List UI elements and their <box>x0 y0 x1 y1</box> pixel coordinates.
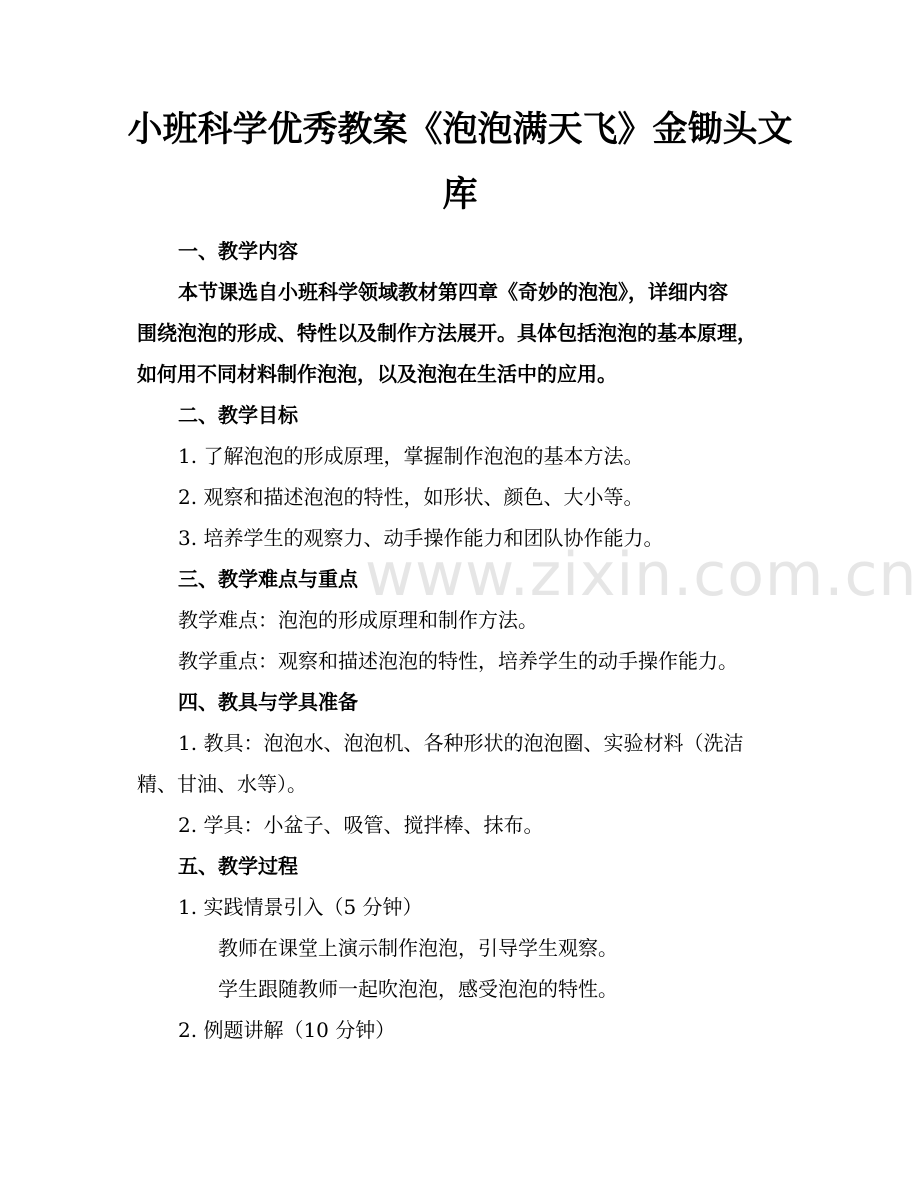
section-1-heading: 一、教学内容 <box>178 239 298 263</box>
process-step-1-detail-a: 教师在课堂上演示制作泡泡，引导学生观察。 <box>218 936 618 960</box>
process-step-1: 1. 实践情景引入（5 分钟） <box>178 895 423 919</box>
section-1-paragraph-line-3: 如何用不同材料制作泡泡，以及泡泡在生活中的应用。 <box>137 362 617 386</box>
objective-item: 3. 培养学生的观察力、动手操作能力和团队协作能力。 <box>178 526 664 550</box>
materials-item-1-line-2: 精、甘油、水等）。 <box>137 772 307 796</box>
section-4-heading: 四、教具与学具准备 <box>178 690 358 714</box>
objective-item: 2. 观察和描述泡泡的特性，如形状、颜色、大小等。 <box>178 485 644 509</box>
process-step-2: 2. 例题讲解（10 分钟） <box>178 1018 396 1042</box>
materials-item-1-line-1: 1. 教具：泡泡水、泡泡机、各种形状的泡泡圈、实验材料（洗洁 <box>178 731 744 755</box>
materials-item-2: 2. 学具：小盆子、吸管、搅拌棒、抹布。 <box>178 813 544 837</box>
section-1-paragraph-line-2: 围绕泡泡的形成、特性以及制作方法展开。具体包括泡泡的基本原理， <box>137 321 757 345</box>
process-step-1-detail-b: 学生跟随教师一起吹泡泡，感受泡泡的特性。 <box>218 977 618 1001</box>
objective-item: 1. 了解泡泡的形成原理，掌握制作泡泡的基本方法。 <box>178 444 644 468</box>
teaching-focus: 教学重点：观察和描述泡泡的特性，培养学生的动手操作能力。 <box>178 649 738 673</box>
section-2-heading: 二、教学目标 <box>178 403 298 427</box>
section-3-heading: 三、教学难点与重点 <box>178 567 358 591</box>
teaching-difficulty: 教学难点：泡泡的形成原理和制作方法。 <box>178 608 538 632</box>
section-1-paragraph-line-1: 本节课选自小班科学领域教材第四章《奇妙的泡泡》，详细内容 <box>178 280 728 304</box>
document-title-line-2: 库 <box>442 174 478 215</box>
section-5-heading: 五、教学过程 <box>178 854 298 878</box>
watermark: www.zixin.com.cn <box>365 540 918 610</box>
document-title-line-1: 小班科学优秀教案《泡泡满天飞》金锄头文 <box>127 109 793 150</box>
